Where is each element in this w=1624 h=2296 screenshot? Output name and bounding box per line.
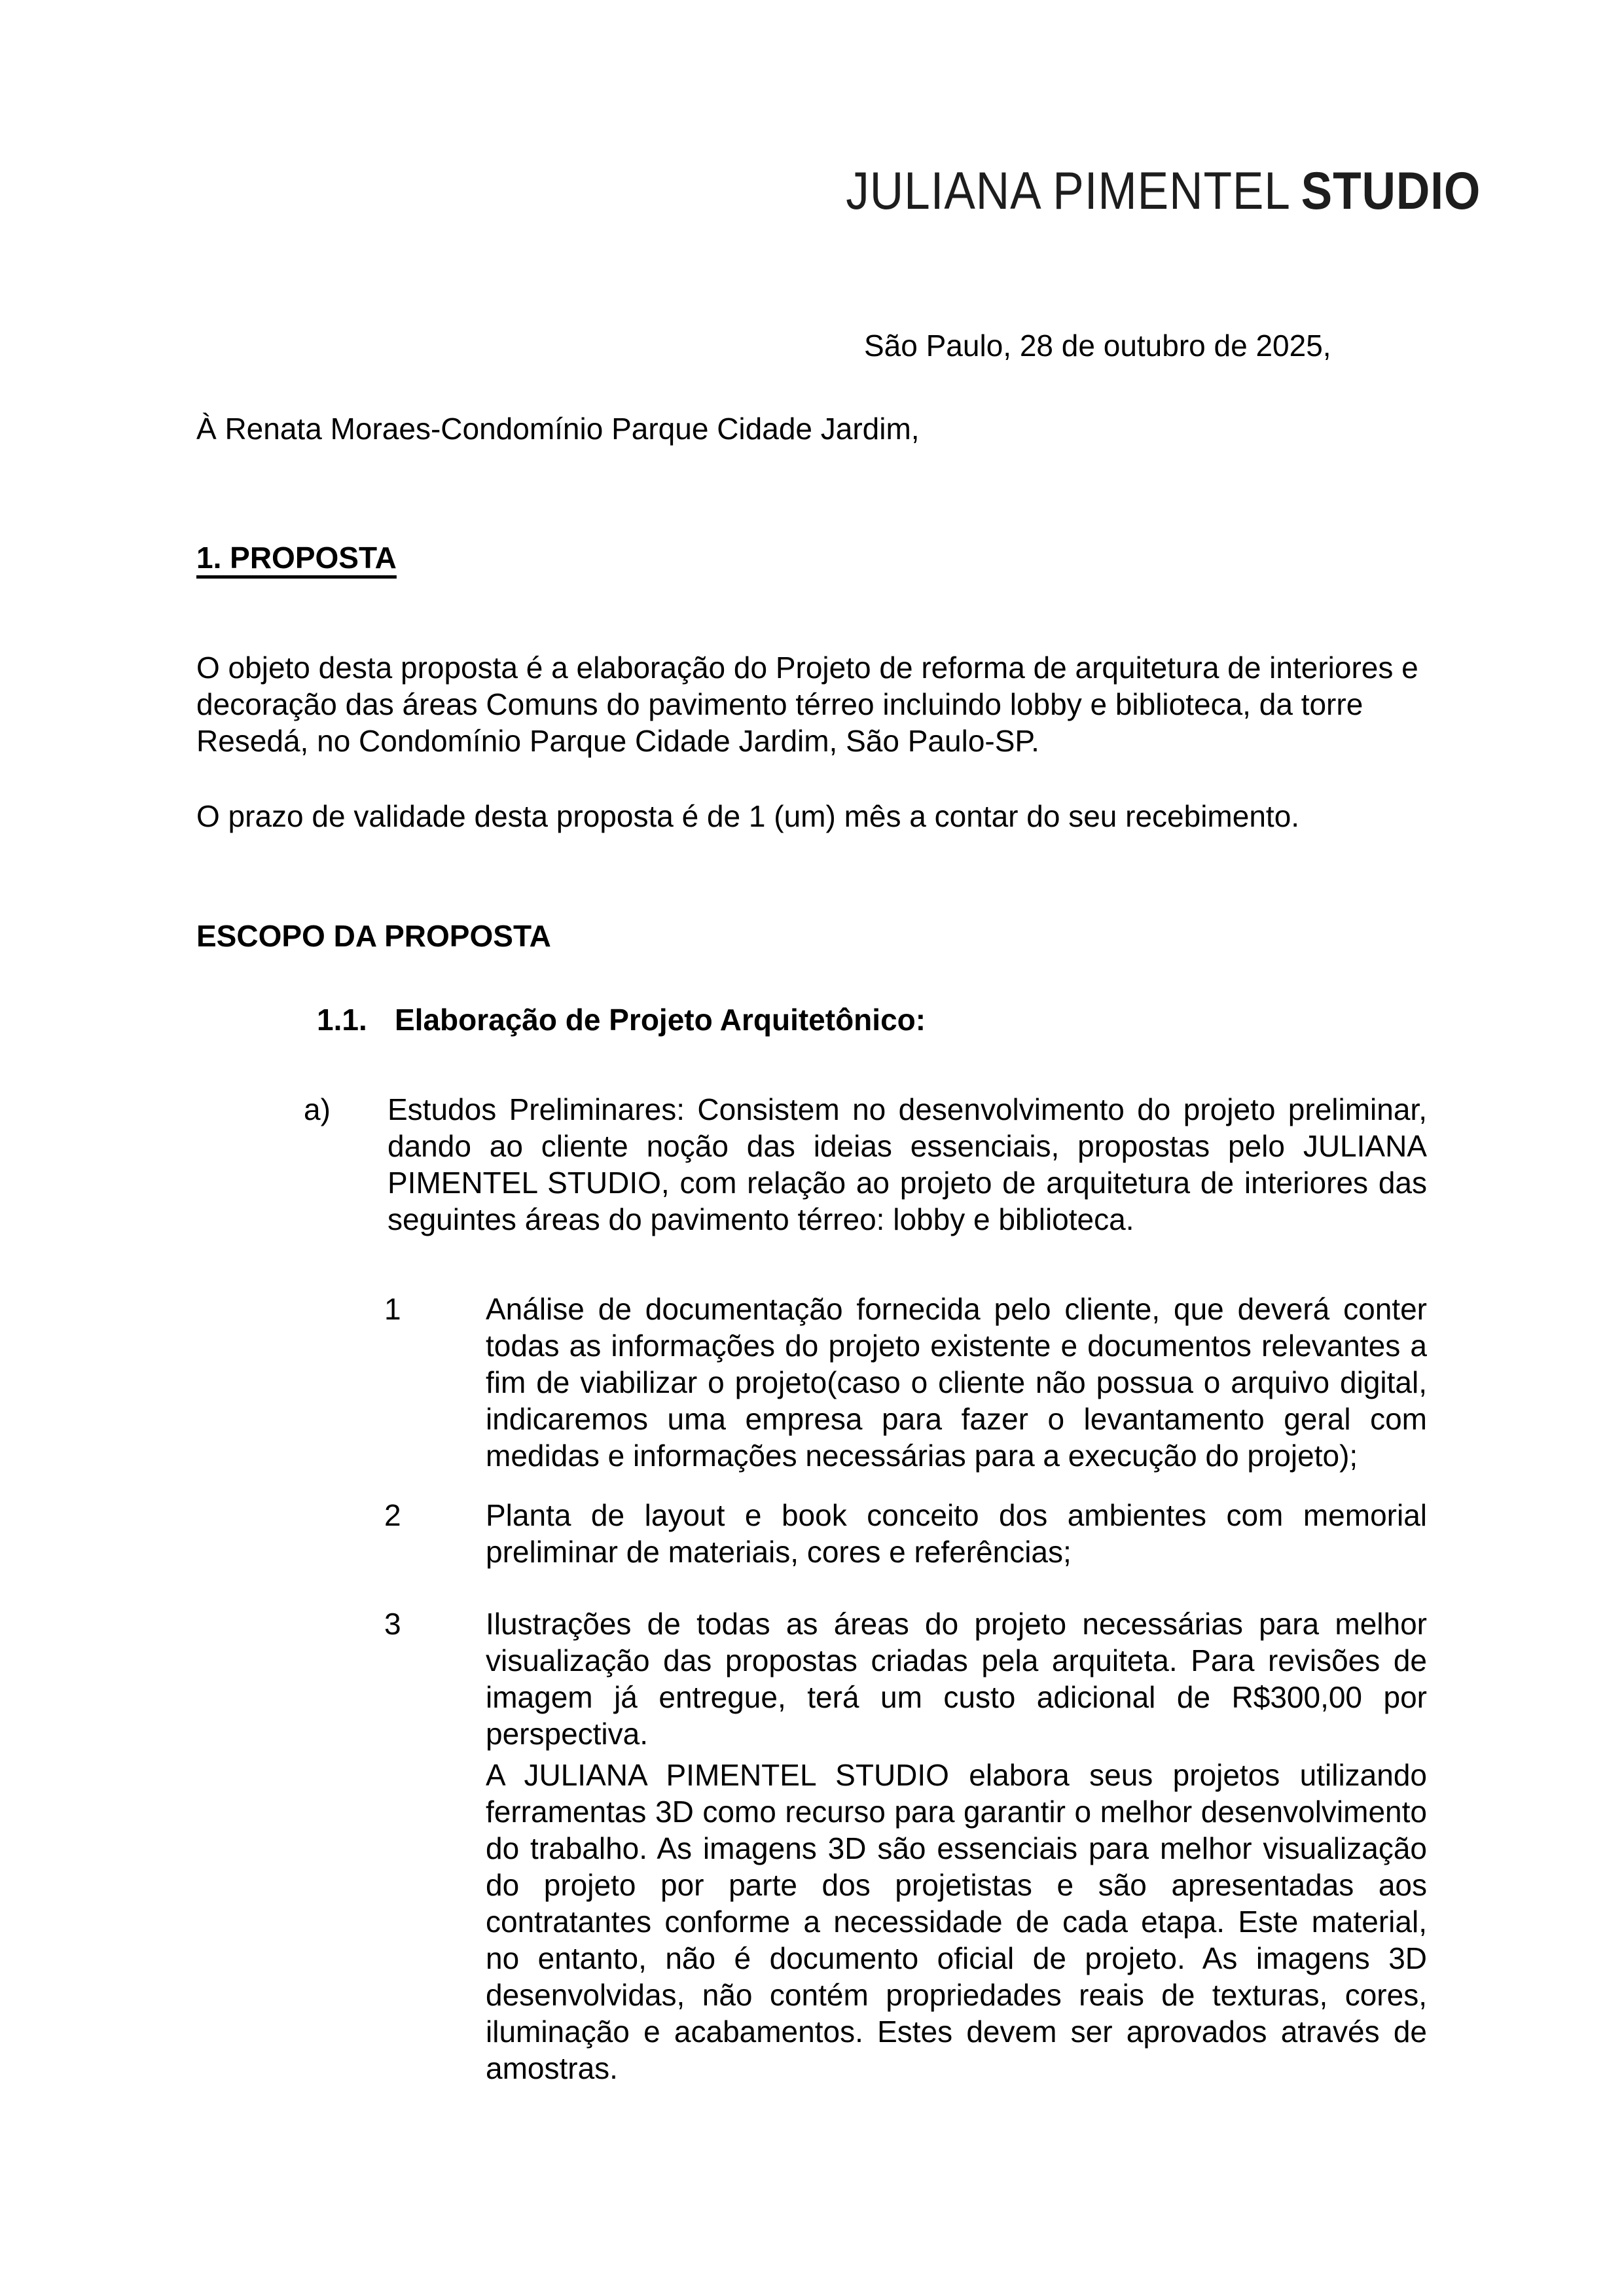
logo-studio-text: STUDIO bbox=[1301, 162, 1481, 221]
paragraph-3d-note: A JULIANA PIMENTEL STUDIO elabora seus projetos utilizando ferramentas 3D como recurso para garantir o melhor desenvolvimento do trabalho. As imagens 3D são essenciais para melhor visualização do projeto por parte dos projetistas e são apresentadas aos contratantes conforme a necessidade de cada etapa. Este material, no entanto, não é documento oficial de projeto. As imagens 3D desenvolvidas, não contém propriedades reais de texturas, cores, iluminação e acabamentos. Estes devem ser aprovados através de amostras. bbox=[486, 1758, 1427, 2085]
list-marker-a: a) bbox=[304, 1092, 331, 1126]
list-marker-3: 3 bbox=[384, 1607, 401, 1641]
list-item-a bbox=[304, 1091, 1427, 1238]
list-item-a-text: Estudos Preliminares: Consistem no desenvolvimento do projeto preliminar, dando ao cliente noção das ideias essenciais, propostas pelo JULIANA PIMENTEL STUDIO, com relação ao projeto de arquitetura de interiores das seguintes áreas do pavimento térreo: lobby e biblioteca. bbox=[388, 1092, 1427, 1236]
paragraph-objeto: O objeto desta proposta é a elaboração do Projeto de reforma de arquitetura de interiores e decoração das áreas Comuns do pavimento térreo incluindo lobby e biblioteca, da torre Resedá, no Condomínio Parque Cidade Jardim, São Paulo-SP. bbox=[196, 651, 1418, 758]
list-item-1-text: Análise de documentação fornecida pelo cliente, que deverá conter todas as informações do projeto existente e documentos relevantes a fim de viabilizar o projeto(caso o cliente não possua o arquivo digital, indicaremos uma empresa para fazer o levantamento geral com medidas e informações necessárias para a execução do projeto); bbox=[486, 1292, 1427, 1473]
logo-name-text: JULIANA PIMENTEL bbox=[846, 162, 1291, 221]
paragraph-prazo: O prazo de validade desta proposta é de 1 (um) mês a contar do seu recebimento. bbox=[196, 799, 1300, 833]
date-line: São Paulo, 28 de outubro de 2025, bbox=[864, 329, 1331, 363]
subheading-1-1 bbox=[317, 1001, 926, 1038]
heading-escopo: ESCOPO DA PROPOSTA bbox=[196, 919, 551, 953]
list-item-3-text: Ilustrações de todas as áreas do projeto necessárias para melhor visualização das propostas criadas pela arquiteta. Para revisões de imagem já entregue, terá um custo adicional de R$300,00 por perspectiva. bbox=[486, 1607, 1427, 1751]
list-item-2 bbox=[384, 1497, 1427, 1570]
recipient-line: À Renata Moraes-Condomínio Parque Cidade Jardim, bbox=[196, 412, 920, 446]
list-item-2-text: Planta de layout e book conceito dos ambientes com memorial preliminar de materiais, cores e referências; bbox=[486, 1498, 1427, 1569]
subheading-number: 1.1. bbox=[317, 1003, 367, 1037]
subheading-title: Elaboração de Projeto Arquitetônico: bbox=[395, 1003, 926, 1037]
list-item-3 bbox=[384, 1605, 1427, 1752]
section-title-proposta: 1. PROPOSTA bbox=[196, 541, 397, 575]
list-item-1 bbox=[384, 1291, 1427, 1474]
list-marker-2: 2 bbox=[384, 1498, 401, 1532]
studio-logo bbox=[846, 162, 1481, 221]
list-marker-1: 1 bbox=[384, 1292, 401, 1326]
